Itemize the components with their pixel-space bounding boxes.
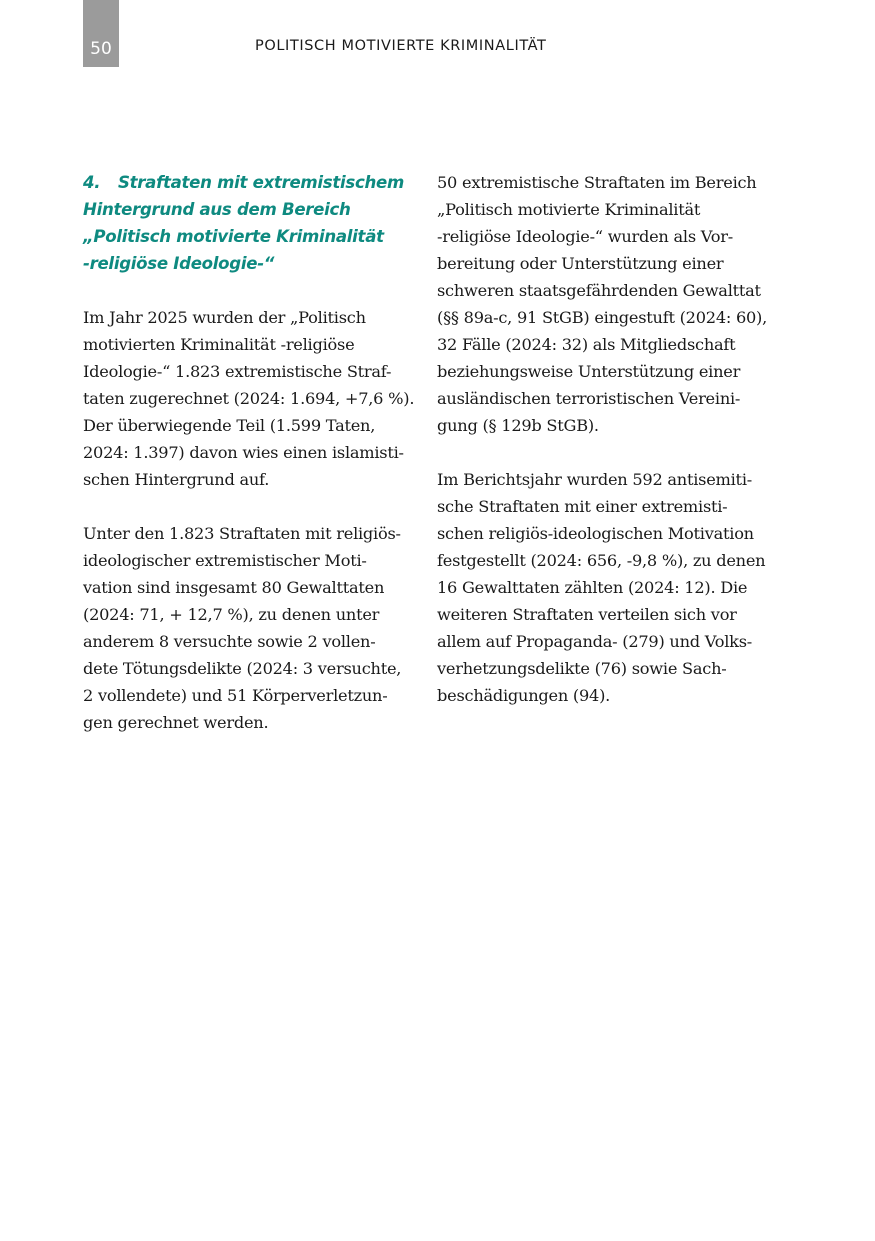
- text-line: bereitung oder Unterstützung einer: [437, 254, 724, 273]
- page-number-tab: [83, 0, 119, 67]
- text-line: dete Tötungsdelikte (2024: 3 versuchte,: [83, 659, 402, 678]
- right-column: [437, 169, 772, 709]
- left-column: [83, 169, 415, 736]
- text-line: (2024: 71, + 12,7 %), zu denen unter: [83, 605, 380, 624]
- text-line: Im Jahr 2025 wurden der „Politisch: [83, 308, 366, 327]
- text-line: gung (§ 129b StGB).: [437, 416, 599, 435]
- section-heading-line: -religiöse Ideologie-“: [83, 254, 275, 273]
- text-line: (§§ 89a-c, 91 StGB) eingestuft (2024: 60),: [437, 308, 768, 327]
- text-line: ideologischer extremistischer Moti-: [83, 551, 367, 570]
- body-paragraph: [83, 520, 408, 736]
- text-line: 50 extremistische Straftaten im Bereich: [437, 173, 757, 192]
- body-paragraph: [437, 466, 772, 709]
- text-line: verhetzungsdelikte (76) sowie Sach-: [437, 659, 727, 678]
- paragraph-spacer: [83, 493, 408, 520]
- running-header-title: POLITISCH MOTIVIERTE KRIMINALITÄT: [255, 38, 547, 54]
- body-paragraph: [437, 169, 772, 439]
- section-heading-line: [83, 169, 408, 196]
- text-line: Ideologie-“ 1.823 extremistische Straf-: [83, 362, 392, 381]
- text-line: Im Berichtsjahr wurden 592 antisemiti-: [437, 470, 752, 489]
- section-heading: [83, 169, 408, 277]
- body-paragraph: [83, 304, 415, 493]
- text-line: 2 vollendete) und 51 Körperverletzun-: [83, 686, 388, 705]
- text-line: allem auf Propaganda- (279) und Volks-: [437, 632, 752, 651]
- text-line: beziehungsweise Unterstützung einer: [437, 362, 741, 381]
- text-line: taten zugerechnet (2024: 1.694, +7,6 %).: [83, 389, 415, 408]
- text-line: schen religiös-ideologischen Motivation: [437, 524, 754, 543]
- text-line: gen gerechnet werden.: [83, 713, 269, 732]
- section-number: 4.: [83, 173, 101, 192]
- text-line: Der überwiegende Teil (1.599 Taten,: [83, 416, 376, 435]
- page-number: 50: [90, 39, 112, 59]
- text-line: „Politisch motivierte Kriminalität: [437, 200, 701, 219]
- text-line: 32 Fälle (2024: 32) als Mitgliedschaft: [437, 335, 736, 354]
- section-heading-line: „Politisch motivierte Kriminalität: [83, 227, 384, 246]
- text-line: schen Hintergrund auf.: [83, 470, 270, 489]
- section-title-text: Straftaten mit extremistischem: [118, 173, 404, 192]
- text-line: festgestellt (2024: 656, -9,8 %), zu denen: [437, 551, 766, 570]
- text-line: -religiöse Ideologie-“ wurden als Vor-: [437, 227, 733, 246]
- text-line: ausländischen terroristischen Vereini-: [437, 389, 741, 408]
- paragraph-spacer: [83, 277, 408, 304]
- text-line: 16 Gewalttaten zählten (2024: 12). Die: [437, 578, 748, 597]
- section-heading-line: Hintergrund aus dem Bereich: [83, 200, 351, 219]
- text-line: weiteren Straftaten verteilen sich vor: [437, 605, 737, 624]
- text-line: sche Straftaten mit einer extremisti-: [437, 497, 728, 516]
- text-line: motivierten Kriminalität -religiöse: [83, 335, 355, 354]
- text-line: anderem 8 versuchte sowie 2 vollen-: [83, 632, 376, 651]
- text-line: schweren staatsgefährdenden Gewalttat: [437, 281, 761, 300]
- paragraph-spacer: [437, 439, 772, 466]
- text-line: beschädigungen (94).: [437, 686, 611, 705]
- text-line: vation sind insgesamt 80 Gewalttaten: [83, 578, 385, 597]
- text-line: 2024: 1.397) davon wies einen islamisti-: [83, 443, 404, 462]
- text-line: Unter den 1.823 Straftaten mit religiös-: [83, 524, 401, 543]
